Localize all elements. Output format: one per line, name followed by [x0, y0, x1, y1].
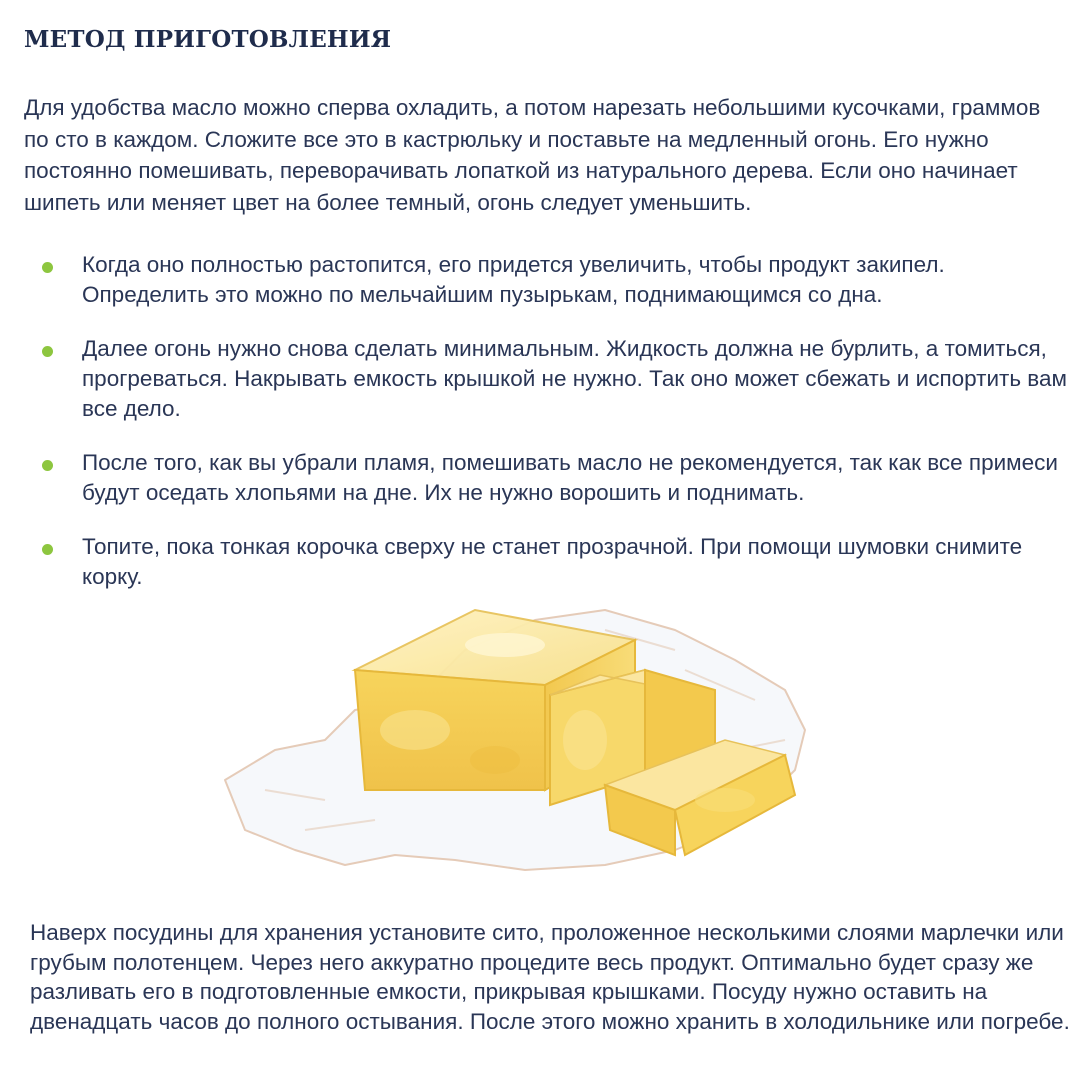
outro-paragraph: Наверх посудины для хранения установите сито, проложенное несколькими слоями марлечки или грубым полотенцем. Через него аккуратно процедите весь продукт. Оптимально будет сразу же разливать его в подготовленные емкости, прикрывая крышками. Посуду нужно оставить на двенадцать часов до полного остывания. После этого можно хранить в холодильнике или погребе.	[30, 920, 1070, 1034]
bullet-dot-icon	[42, 262, 53, 273]
list-item	[40, 334, 1070, 424]
list-item	[40, 448, 1070, 508]
list-item-text: Топите, пока тонкая корочка сверху не станет прозрачной. При помощи шумовки снимите корку.	[82, 534, 1023, 589]
list-item-text: Далее огонь нужно снова сделать минимальным. Жидкость должна не бурлить, а томиться, прогреваться. Накрывать емкость крышкой не нужно. Так оно может сбежать и испортить вам все дело.	[82, 336, 1067, 421]
steps-list	[40, 250, 1070, 616]
intro-paragraph: Для удобства масло можно сперва охладить, а потом нарезать небольшими кусочками, граммов по сто в каждом. Сложите все это в кастрюльку и поставьте на медленный огонь. Его нужно постоянно помешивать, переворачивать лопаткой из натурального дерева. Если оно начинает шипеть или меняет цвет на более темный, огонь следует уменьшить.	[24, 95, 1041, 215]
section-title: МЕТОД ПРИГОТОВЛЕНИЯ	[24, 26, 392, 53]
list-item	[40, 250, 1070, 310]
list-item	[40, 532, 1070, 592]
list-item-text: После того, как вы убрали пламя, помешивать масло не рекомендуется, так как все примеси будут оседать хлопьями на дне. Их не нужно ворошить и поднимать.	[82, 450, 1058, 505]
list-item-text: Когда оно полностью растопится, его придется увеличить, чтобы продукт закипел. Определить это можно по мельчайшим пузырькам, поднимающимся со дна.	[82, 252, 945, 307]
bullet-dot-icon	[42, 544, 53, 555]
butter-illustration	[205, 590, 825, 900]
bullet-dot-icon	[42, 460, 53, 471]
bullet-dot-icon	[42, 346, 53, 357]
